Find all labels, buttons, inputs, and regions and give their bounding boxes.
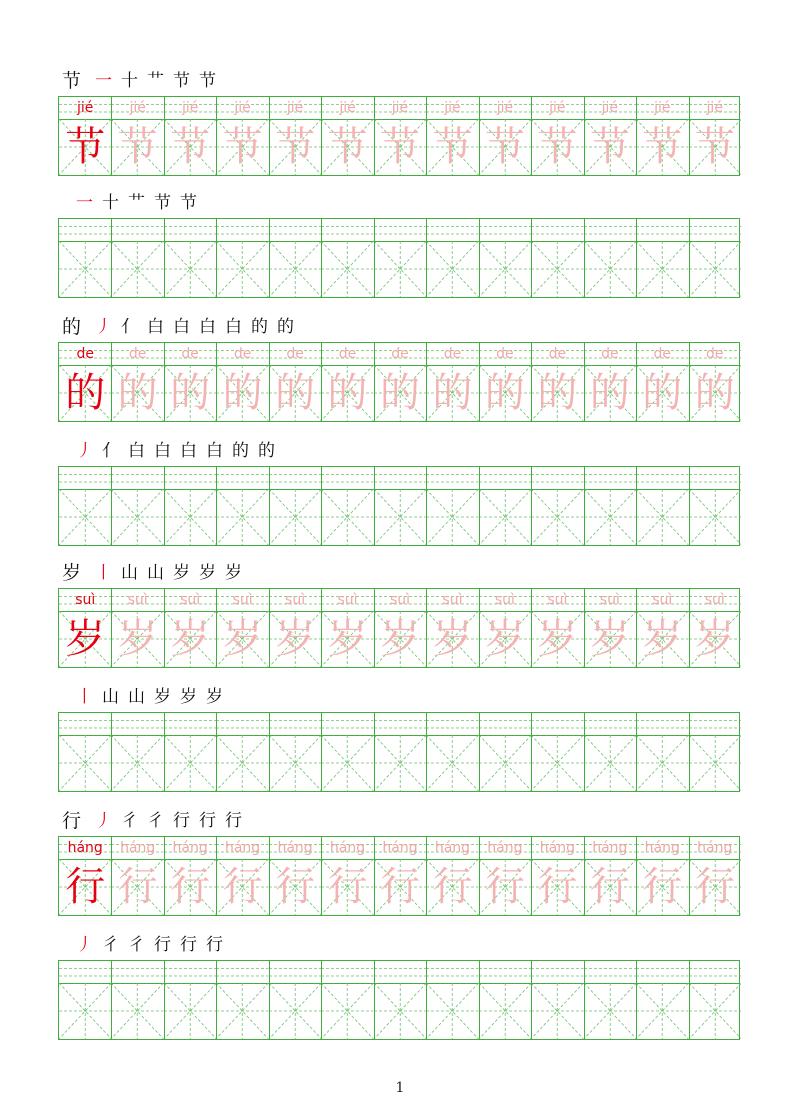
model-grid <box>58 342 740 422</box>
trace-character: 行 <box>537 864 578 910</box>
model-character: 节 <box>65 124 106 170</box>
stroke-step: 艹 <box>147 71 165 91</box>
pinyin-trace: jié <box>234 100 251 116</box>
practice-grid <box>58 466 740 546</box>
practice-cell[interactable] <box>479 467 531 545</box>
stroke-step: 节 <box>173 71 191 91</box>
stroke-step: 行 <box>154 935 171 955</box>
practice-cell[interactable] <box>216 219 268 297</box>
pinyin-trace: jié <box>549 100 566 116</box>
practice-cell[interactable] <box>374 219 426 297</box>
trace-character: 行 <box>642 864 683 910</box>
pinyin-trace: de <box>181 346 199 362</box>
pinyin-trace: suì <box>232 592 253 608</box>
trace-character: 行 <box>432 864 473 910</box>
practice-cell[interactable] <box>479 961 531 1039</box>
stroke-step: 十 <box>121 71 139 91</box>
stroke-step: 白 <box>206 441 223 461</box>
stroke-step: 白 <box>154 441 171 461</box>
pinyin-trace: de <box>653 346 672 362</box>
pinyin-trace: de <box>128 346 147 362</box>
practice-cell[interactable] <box>111 467 163 545</box>
practice-cell[interactable] <box>636 961 688 1039</box>
stroke-step: 山 <box>102 687 119 707</box>
stroke-step: 一 <box>76 193 93 213</box>
pinyin-trace: de <box>338 346 357 362</box>
practice-cell[interactable] <box>164 467 216 545</box>
practice-cell[interactable] <box>59 219 111 297</box>
stroke-step: 行 <box>206 935 223 955</box>
practice-cell[interactable] <box>216 961 268 1039</box>
stroke-step: 白 <box>173 317 191 337</box>
pinyin-trace: suì <box>547 592 568 608</box>
practice-cell[interactable] <box>426 713 478 791</box>
practice-cell[interactable] <box>374 467 426 545</box>
trace-character: 节 <box>537 124 578 170</box>
stroke-step: 行 <box>199 811 217 831</box>
stroke-step: 山 <box>147 563 165 583</box>
trace-character: 的 <box>642 370 683 416</box>
practice-cell[interactable] <box>584 713 636 791</box>
model-character: 岁 <box>65 616 106 662</box>
trace-character: 节 <box>484 124 525 170</box>
practice-cell[interactable] <box>584 467 636 545</box>
stroke-order-header <box>62 808 251 832</box>
pinyin-trace: jié <box>286 100 304 116</box>
practice-cell[interactable] <box>689 961 741 1039</box>
stroke-step: 十 <box>102 193 119 213</box>
pinyin-trace: jié <box>129 100 146 116</box>
trace-character: 的 <box>379 370 420 416</box>
pinyin-trace: de <box>548 346 567 362</box>
stroke-order-header <box>62 68 225 92</box>
trace-character: 的 <box>694 370 735 416</box>
pinyin-trace: háng <box>487 840 523 856</box>
stroke-step: 丿 <box>95 317 113 337</box>
stroke-order-header <box>76 684 232 708</box>
trace-character: 的 <box>222 370 263 416</box>
practice-cell[interactable] <box>269 961 321 1039</box>
model-character: 的 <box>65 370 106 416</box>
stroke-step: 的 <box>258 441 275 461</box>
character-label: 岁 <box>62 562 82 584</box>
pinyin-trace: suì <box>652 592 673 608</box>
stroke-order-header <box>62 560 251 584</box>
practice-cell[interactable] <box>531 467 583 545</box>
practice-cell[interactable] <box>216 467 268 545</box>
pinyin-trace: suì <box>180 592 201 608</box>
stroke-step: 岁 <box>225 563 243 583</box>
practice-cell[interactable] <box>479 219 531 297</box>
stroke-step: 岁 <box>206 687 223 707</box>
stroke-step: 丿 <box>76 935 93 955</box>
pinyin-trace: suì <box>599 592 620 608</box>
practice-cell[interactable] <box>321 219 373 297</box>
pinyin-trace: háng <box>539 840 575 856</box>
stroke-order-header <box>76 438 284 462</box>
stroke-order-header <box>76 932 232 956</box>
pinyin-trace: de <box>601 346 619 362</box>
practice-cell[interactable] <box>584 961 636 1039</box>
trace-character: 岁 <box>222 616 263 662</box>
model-character: 行 <box>65 864 106 910</box>
stroke-step: 丿 <box>76 441 93 461</box>
trace-character: 岁 <box>537 616 578 662</box>
stroke-step: 岁 <box>199 563 217 583</box>
practice-grid <box>58 712 740 792</box>
practice-cell[interactable] <box>269 219 321 297</box>
trace-character: 岁 <box>642 616 683 662</box>
stroke-step: 岁 <box>180 687 197 707</box>
pinyin-trace: suì <box>494 592 515 608</box>
trace-character: 的 <box>432 370 473 416</box>
practice-grid <box>58 218 740 298</box>
stroke-step: 行 <box>180 935 197 955</box>
pinyin-trace: háng <box>120 840 156 856</box>
stroke-step: 白 <box>147 317 165 337</box>
trace-character: 岁 <box>589 616 630 662</box>
pinyin-trace: háng <box>644 840 680 856</box>
pinyin-trace: de <box>391 346 409 362</box>
stroke-step: 的 <box>277 317 295 337</box>
stroke-step: 的 <box>232 441 249 461</box>
trace-character: 行 <box>222 864 263 910</box>
pinyin-trace: jié <box>706 100 723 116</box>
practice-cell[interactable] <box>426 467 478 545</box>
practice-cell[interactable] <box>689 219 741 297</box>
pinyin-trace: háng <box>224 840 261 856</box>
pinyin-trace: de <box>286 346 304 362</box>
trace-character: 岁 <box>170 616 211 662</box>
pinyin-trace: jié <box>391 100 409 116</box>
pinyin-trace: de <box>443 346 462 362</box>
practice-cell[interactable] <box>59 713 111 791</box>
practice-cell[interactable] <box>269 713 321 791</box>
stroke-step: 白 <box>128 441 145 461</box>
practice-grid <box>58 960 740 1040</box>
stroke-step: 亻 <box>121 317 139 337</box>
practice-cell[interactable] <box>689 713 741 791</box>
pinyin-trace: suì <box>704 592 725 608</box>
practice-cell[interactable] <box>321 467 373 545</box>
trace-character: 的 <box>327 370 368 416</box>
stroke-step: 岁 <box>173 563 191 583</box>
trace-character: 节 <box>117 124 158 170</box>
practice-cell[interactable] <box>689 467 741 545</box>
pinyin-trace: suì <box>285 592 306 608</box>
character-label: 行 <box>62 810 82 832</box>
pinyin-trace: jié <box>654 100 671 116</box>
pinyin-trace: jié <box>496 100 514 116</box>
pinyin-trace: de <box>233 346 252 362</box>
practice-cell[interactable] <box>584 219 636 297</box>
stroke-step: 彳 <box>128 935 145 955</box>
stroke-step: 岁 <box>154 687 171 707</box>
trace-character: 岁 <box>432 616 473 662</box>
trace-character: 岁 <box>484 616 525 662</box>
pinyin-label: suì <box>75 592 96 608</box>
pinyin-trace: háng <box>592 840 628 856</box>
trace-character: 节 <box>379 124 420 170</box>
stroke-step: 一 <box>95 71 113 91</box>
stroke-step: 艹 <box>128 193 145 213</box>
stroke-step: 丨 <box>76 687 93 707</box>
pinyin-trace: suì <box>389 592 411 608</box>
pinyin-label: jié <box>77 100 94 116</box>
stroke-step: 白 <box>180 441 197 461</box>
practice-cell[interactable] <box>636 713 688 791</box>
practice-cell[interactable] <box>321 713 373 791</box>
practice-cell[interactable] <box>164 219 216 297</box>
trace-character: 的 <box>537 370 578 416</box>
pinyin-trace: de <box>496 346 514 362</box>
pinyin-trace: háng <box>434 840 471 856</box>
practice-cell[interactable] <box>479 713 531 791</box>
trace-character: 行 <box>327 864 368 910</box>
pinyin-trace: háng <box>277 840 313 856</box>
practice-cell[interactable] <box>269 467 321 545</box>
pinyin-trace: jié <box>339 100 356 116</box>
model-grid <box>58 836 740 916</box>
practice-cell[interactable] <box>636 219 688 297</box>
trace-character: 行 <box>589 864 630 910</box>
practice-cell[interactable] <box>111 961 163 1039</box>
stroke-step: 行 <box>173 811 191 831</box>
practice-cell[interactable] <box>636 467 688 545</box>
trace-character: 行 <box>484 864 525 910</box>
page-number: 1 <box>395 1080 405 1096</box>
stroke-order-header <box>62 314 303 338</box>
stroke-step: 丨 <box>95 563 113 583</box>
trace-character: 的 <box>170 370 211 416</box>
stroke-step: 节 <box>180 193 197 213</box>
practice-cell[interactable] <box>111 713 163 791</box>
stroke-step: 彳 <box>147 811 165 831</box>
stroke-step: 彳 <box>102 935 119 955</box>
trace-character: 节 <box>275 124 316 170</box>
trace-character: 节 <box>327 124 368 170</box>
trace-character: 节 <box>170 124 211 170</box>
trace-character: 的 <box>117 370 158 416</box>
practice-cell[interactable] <box>374 713 426 791</box>
practice-cell[interactable] <box>531 219 583 297</box>
stroke-step: 山 <box>128 687 145 707</box>
practice-cell[interactable] <box>321 961 373 1039</box>
stroke-step: 白 <box>199 317 217 337</box>
stroke-step: 亻 <box>102 441 119 461</box>
pinyin-trace: háng <box>697 840 733 856</box>
pinyin-label: háng <box>67 840 103 856</box>
stroke-order-header <box>76 190 206 214</box>
practice-cell[interactable] <box>59 961 111 1039</box>
stroke-step: 白 <box>225 317 243 337</box>
pinyin-trace: suì <box>127 592 148 608</box>
practice-cell[interactable] <box>216 713 268 791</box>
trace-character: 的 <box>275 370 316 416</box>
pinyin-trace: jié <box>601 100 619 116</box>
trace-character: 节 <box>589 124 630 170</box>
trace-character: 节 <box>642 124 683 170</box>
model-grid <box>58 96 740 176</box>
pinyin-trace: háng <box>172 840 208 856</box>
stroke-step: 节 <box>154 193 171 213</box>
stroke-step: 的 <box>251 317 269 337</box>
trace-character: 行 <box>275 864 316 910</box>
practice-cell[interactable] <box>426 219 478 297</box>
practice-cell[interactable] <box>531 713 583 791</box>
trace-character: 行 <box>117 864 158 910</box>
stroke-step: 丿 <box>95 811 113 831</box>
trace-character: 行 <box>170 864 211 910</box>
stroke-step: 山 <box>121 563 139 583</box>
trace-character: 行 <box>379 864 420 910</box>
trace-character: 的 <box>589 370 630 416</box>
stroke-step: 彳 <box>121 811 139 831</box>
trace-character: 岁 <box>694 616 735 662</box>
practice-cell[interactable] <box>164 713 216 791</box>
trace-character: 岁 <box>275 616 316 662</box>
trace-character: 的 <box>484 370 525 416</box>
pinyin-label: de <box>76 346 94 362</box>
pinyin-trace: háng <box>382 840 418 856</box>
practice-cell[interactable] <box>531 961 583 1039</box>
practice-cell[interactable] <box>59 467 111 545</box>
trace-character: 行 <box>694 864 735 910</box>
trace-character: 节 <box>432 124 473 170</box>
trace-character: 节 <box>694 124 735 170</box>
character-label: 的 <box>62 316 82 338</box>
practice-cell[interactable] <box>164 961 216 1039</box>
pinyin-trace: háng <box>329 840 366 856</box>
pinyin-trace: de <box>706 346 724 362</box>
pinyin-trace: suì <box>337 592 358 608</box>
stroke-step: 节 <box>199 71 217 91</box>
practice-cell[interactable] <box>374 961 426 1039</box>
trace-character: 岁 <box>379 616 420 662</box>
stroke-step: 行 <box>225 811 243 831</box>
pinyin-trace: suì <box>442 592 463 608</box>
practice-cell[interactable] <box>111 219 163 297</box>
pinyin-trace: jié <box>181 100 199 116</box>
character-label: 节 <box>62 70 82 92</box>
model-grid <box>58 588 740 668</box>
trace-character: 节 <box>222 124 263 170</box>
pinyin-trace: jié <box>444 100 461 116</box>
trace-character: 岁 <box>327 616 368 662</box>
trace-character: 岁 <box>117 616 158 662</box>
practice-cell[interactable] <box>426 961 478 1039</box>
